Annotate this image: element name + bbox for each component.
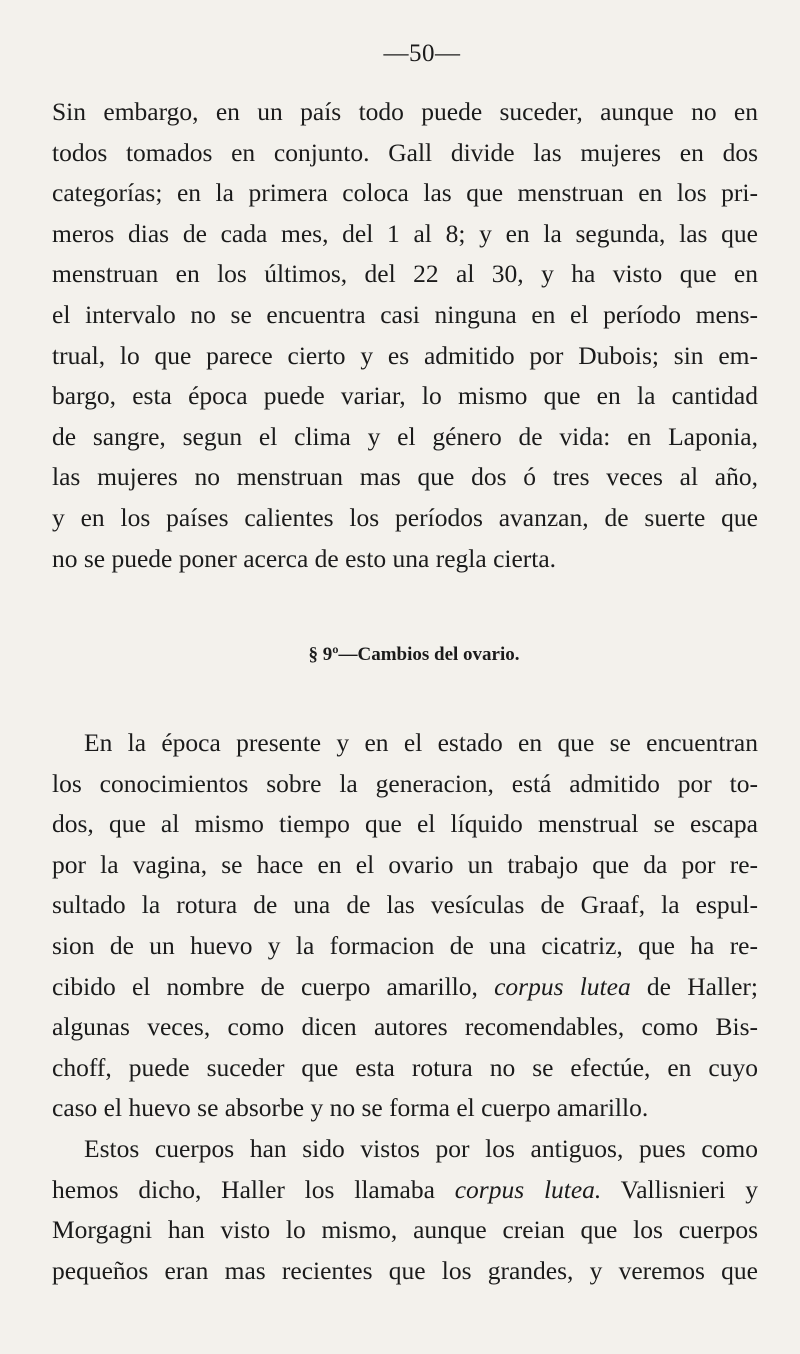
text-line: menstruan en los últimos, del 22 al 30, y ha visto que en: [52, 259, 758, 289]
page-number: —50—: [383, 40, 461, 67]
text-segment: Vallisnieri y: [601, 1174, 758, 1204]
text-segment: hemos dicho, Haller los llamaba: [52, 1174, 455, 1204]
italic-term: corpus lutea: [494, 971, 631, 1001]
text-line: [52, 1170, 758, 1211]
text-line: bargo, esta época puede variar, lo mismo que en la cantidad: [52, 381, 758, 411]
text-line: algunas veces, como dicen autores recomendables, como Bis-: [52, 1012, 758, 1042]
text-line: Sin embargo, en un país todo puede suceder, aunque no en: [52, 97, 758, 126]
text-line: trual, lo que parece cierto y es admitido por Dubois; sin em-: [52, 340, 758, 370]
paragraph-menstruation-timing: [52, 92, 758, 579]
text-line: y en los países calientes los períodos avanzan, de suerte que: [52, 502, 758, 532]
text-line: dos, que al mismo tiempo que el líquido menstrual se escapa: [52, 809, 758, 839]
section-heading: § 9º—Cambios del ovario.: [308, 644, 520, 665]
text-line: En la época presente y en el estado en que se encuentran: [84, 728, 758, 757]
italic-term: corpus lutea.: [454, 1174, 602, 1204]
text-line: de sangre, segun el clima y el género de vida: en Laponia,: [52, 421, 758, 451]
text-line: meros dias de cada mes, del 1 al 8; y en la segunda, las que: [52, 218, 758, 248]
text-line: todos tomados en conjunto. Gall divide las mujeres en dos: [52, 137, 758, 167]
text-line: sion de un huevo y la formacion de una cicatriz, que ha re-: [52, 930, 758, 960]
text-line: caso el huevo se absorbe y no se forma el cuerpo amarillo.: [52, 1093, 649, 1123]
text-line: el intervalo no se encuentra casi ninguna en el período mens-: [52, 299, 758, 329]
text-line: no se puede poner acerca de esto una regla cierta.: [52, 543, 557, 573]
paragraph-ovary-changes: [52, 723, 758, 1291]
text-line: choff, puede suceder que esta rotura no se efectúe, en cuyo: [52, 1052, 758, 1082]
text-line: Morgagni han visto lo mismo, aunque creian que los cuerpos: [52, 1215, 758, 1245]
text-segment: de Haller;: [630, 971, 759, 1001]
text-line: los conocimientos sobre la generacion, está admitido por to-: [52, 768, 758, 798]
text-line: las mujeres no menstruan mas que dos ó tres veces al año,: [52, 462, 758, 492]
text-line: pequeños eran mas recientes que los grandes, y veremos que: [52, 1255, 758, 1285]
text-segment: cibido el nombre de cuerpo amarillo,: [52, 971, 495, 1001]
text-line: Estos cuerpos han sido vistos por los antiguos, pues como: [84, 1133, 758, 1163]
text-line: por la vagina, se hace en el ovario un trabajo que da por re-: [52, 849, 758, 879]
text-line: [52, 967, 758, 1008]
text-line: sultado la rotura de una de las vesículas de Graaf, la espul-: [52, 890, 758, 920]
text-line: categorías; en la primera coloca las que menstruan en los pri-: [52, 178, 758, 208]
